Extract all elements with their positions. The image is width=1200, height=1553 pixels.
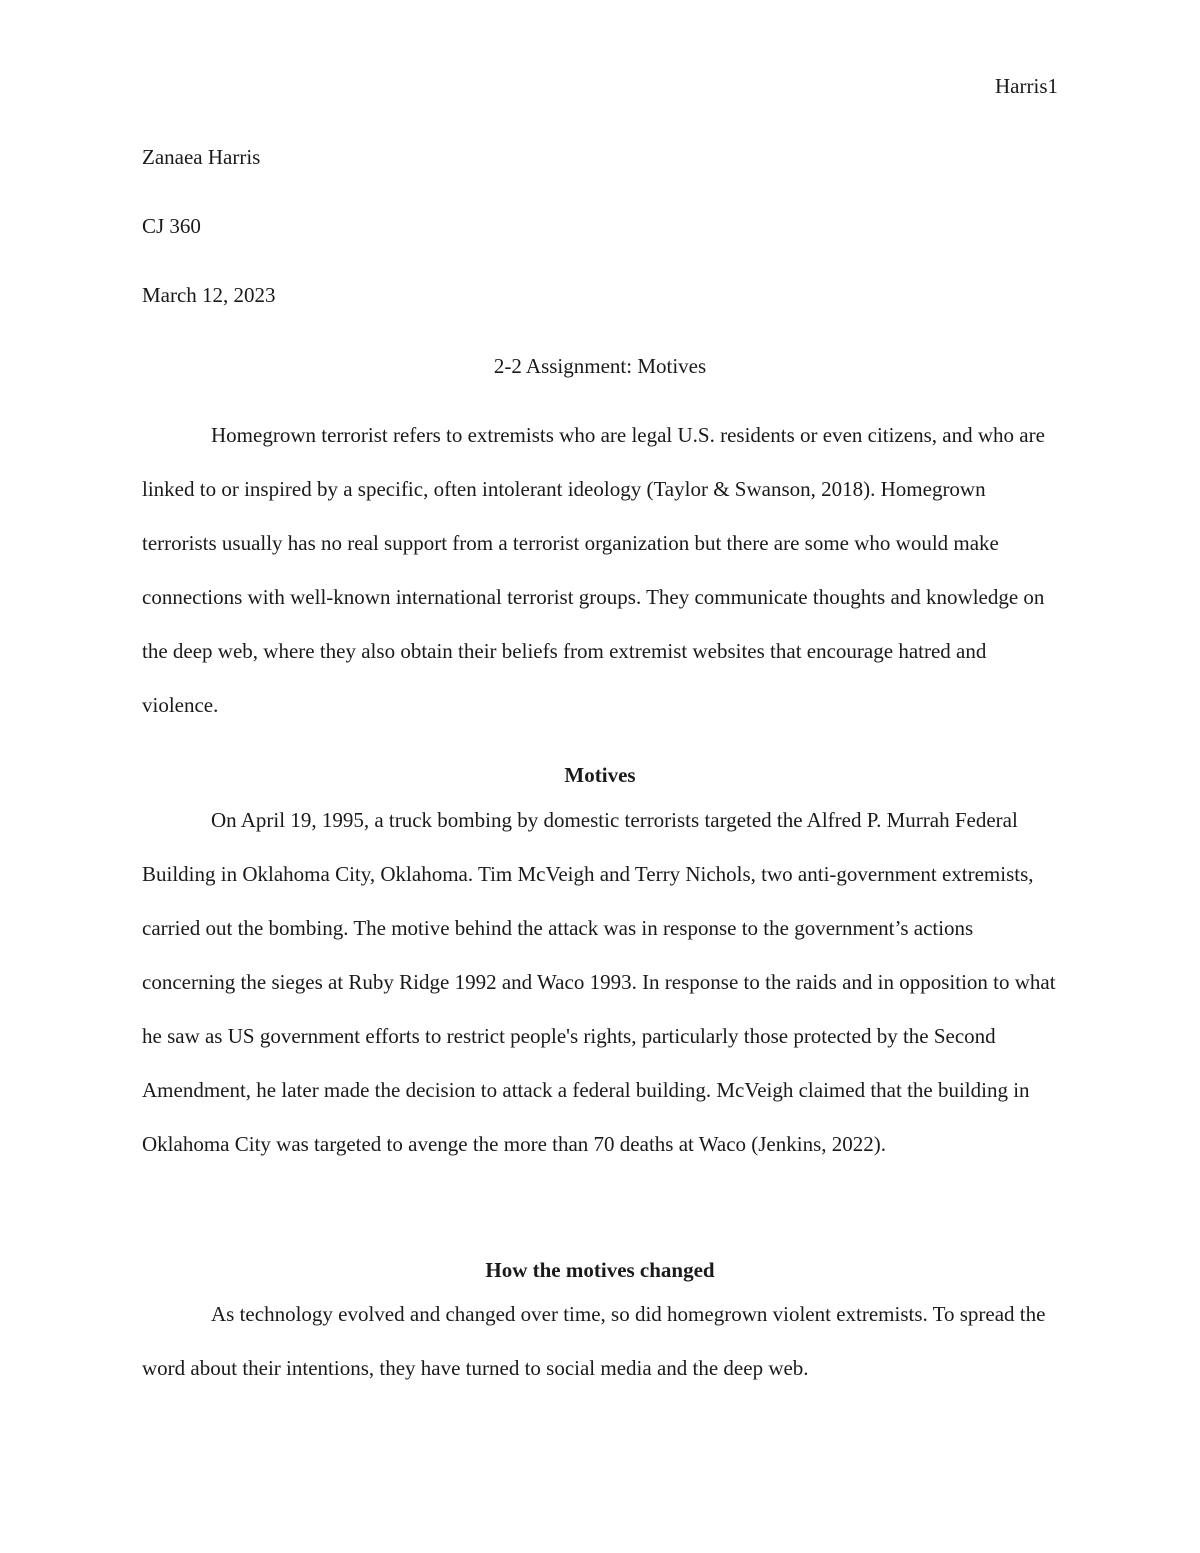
motives-changed-paragraph: As technology evolved and changed over time, so did homegrown violent extremists. To spread the word about their intentions, they have turned to social media and the deep web. bbox=[142, 1302, 1046, 1380]
motives-section bbox=[142, 793, 1062, 1171]
intro-paragraph: Homegrown terrorist refers to extremists who are legal U.S. residents or even citizens, and who are linked to or inspired by a specific, often intolerant ideology (Taylor & Swanson, 2018). Homegrown terrorists usually has no real support from a terrorist organization but there are some who would make connections with well-known international terrorist groups. They communicate thoughts and knowledge on the deep web, where they also obtain their beliefs from extremist websites that encourage hatred and violence. bbox=[142, 423, 1045, 717]
author-name: Zanaea Harris bbox=[142, 145, 261, 169]
motives-changed-section bbox=[142, 1287, 1062, 1395]
submission-date: March 12, 2023 bbox=[142, 283, 276, 307]
document-title: 2-2 Assignment: Motives bbox=[493, 354, 707, 378]
motives-paragraph: On April 19, 1995, a truck bombing by domestic terrorists targeted the Alfred P. Murrah Federal Building in Oklahoma City, Oklahoma. Tim McVeigh and Terry Nichols, two anti-government extremists, carried out the bombing. The motive behind the attack was in response to the government’s actions concerning the sieges at Ruby Ridge 1992 and Waco 1993. In response to the raids and in opposition to what he saw as US government efforts to restrict people's rights, particularly those protected by the Second Amendment, he later made the decision to attack a federal building. McVeigh claimed that the building in Oklahoma City was targeted to avenge the more than 70 deaths at Waco (Jenkins, 2022). bbox=[142, 808, 1056, 1156]
intro-section bbox=[142, 408, 1062, 732]
section-heading-motives: Motives bbox=[564, 763, 636, 787]
course-code: CJ 360 bbox=[142, 214, 201, 238]
section-heading-motives-changed: How the motives changed bbox=[485, 1258, 715, 1282]
running-head: Harris1 bbox=[995, 74, 1058, 98]
